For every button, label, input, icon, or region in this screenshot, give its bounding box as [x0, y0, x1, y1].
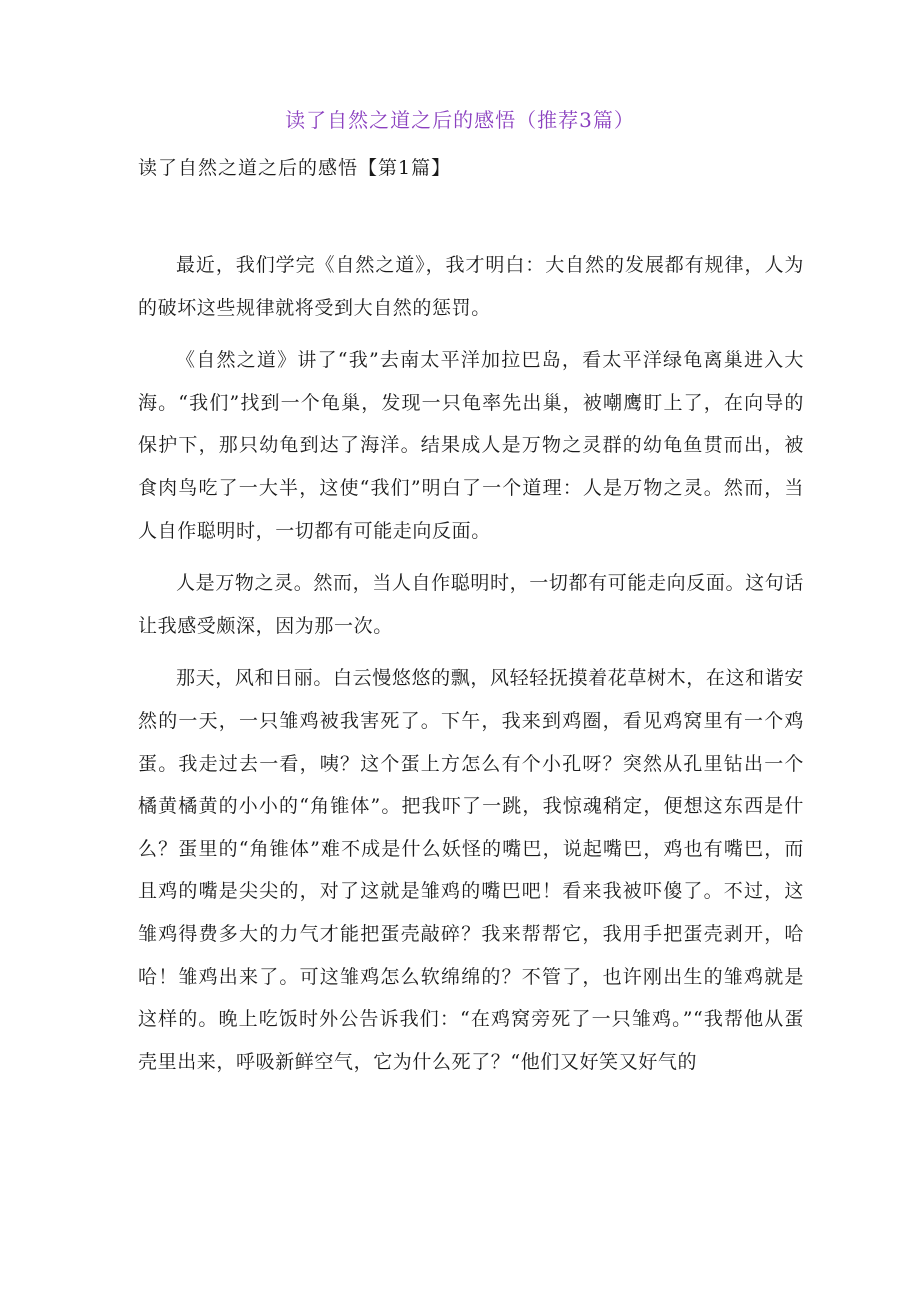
- paragraph-2: 《自然之道》讲了“我”去南太平洋加拉巴岛，看太平洋绿龟离巢进入大海。“我们”找到一个龟巢，发现一只龟率先出巢，被嘲鹰盯上了，在向导的保护下，那只幼龟到达了海洋。结果成人是万物之灵群的幼龟鱼贯而出，被食肉鸟吃了一大半，这使“我们”明白了一个道理：人是万物之灵。然而，当人自作聪明时，一切都有可能走向反面。: [138, 349, 804, 542]
- document-title: 读了自然之道之后的感悟（推荐3篇）: [285, 108, 635, 132]
- paragraph-3: 人是万物之灵。然而，当人自作聪明时，一切都有可能走向反面。这句话让我感受颇深，因为那一次。: [138, 572, 804, 637]
- section-heading: 读了自然之道之后的感悟【第1篇】: [138, 157, 452, 179]
- body-text: [138, 244, 804, 1093]
- paragraph-4: 那天，风和日丽。白云慢悠悠的飘，风轻轻抚摸着花草树木，在这和谐安然的一天，一只雏鸡被我害死了。下午，我来到鸡圈，看见鸡窝里有一个鸡蛋。我走过去一看，咦？这个蛋上方怎么有个小孔呀？突然从孔里钻出一个橘黄橘黄的小小的“角锥体”。把我吓了一跳，我惊魂稍定，便想这东西是什么？蛋里的“角锥体”难不成是什么妖怪的嘴巴，说起嘴巴，鸡也有嘴巴，而且鸡的嘴是尖尖的，对了这就是雏鸡的嘴巴吧！看来我被吓傻了。不过，这雏鸡得费多大的力气才能把蛋壳敲碎？我来帮帮它，我用手把蛋壳剥开，哈哈！雏鸡出来了。可这雏鸡怎么软绵绵的？不管了，也许刚出生的雏鸡就是这样的。晚上吃饭时外公告诉我们：“在鸡窝旁死了一只雏鸡。”“我帮他从蛋壳里出来，呼吸新鲜空气，它为什么死了？“他们又好笑又好气的: [138, 667, 804, 1073]
- paragraph-1: 最近，我们学完《自然之道》，我才明白：大自然的发展都有规律，人为的破坏这些规律就将受到大自然的惩罚。: [138, 254, 804, 319]
